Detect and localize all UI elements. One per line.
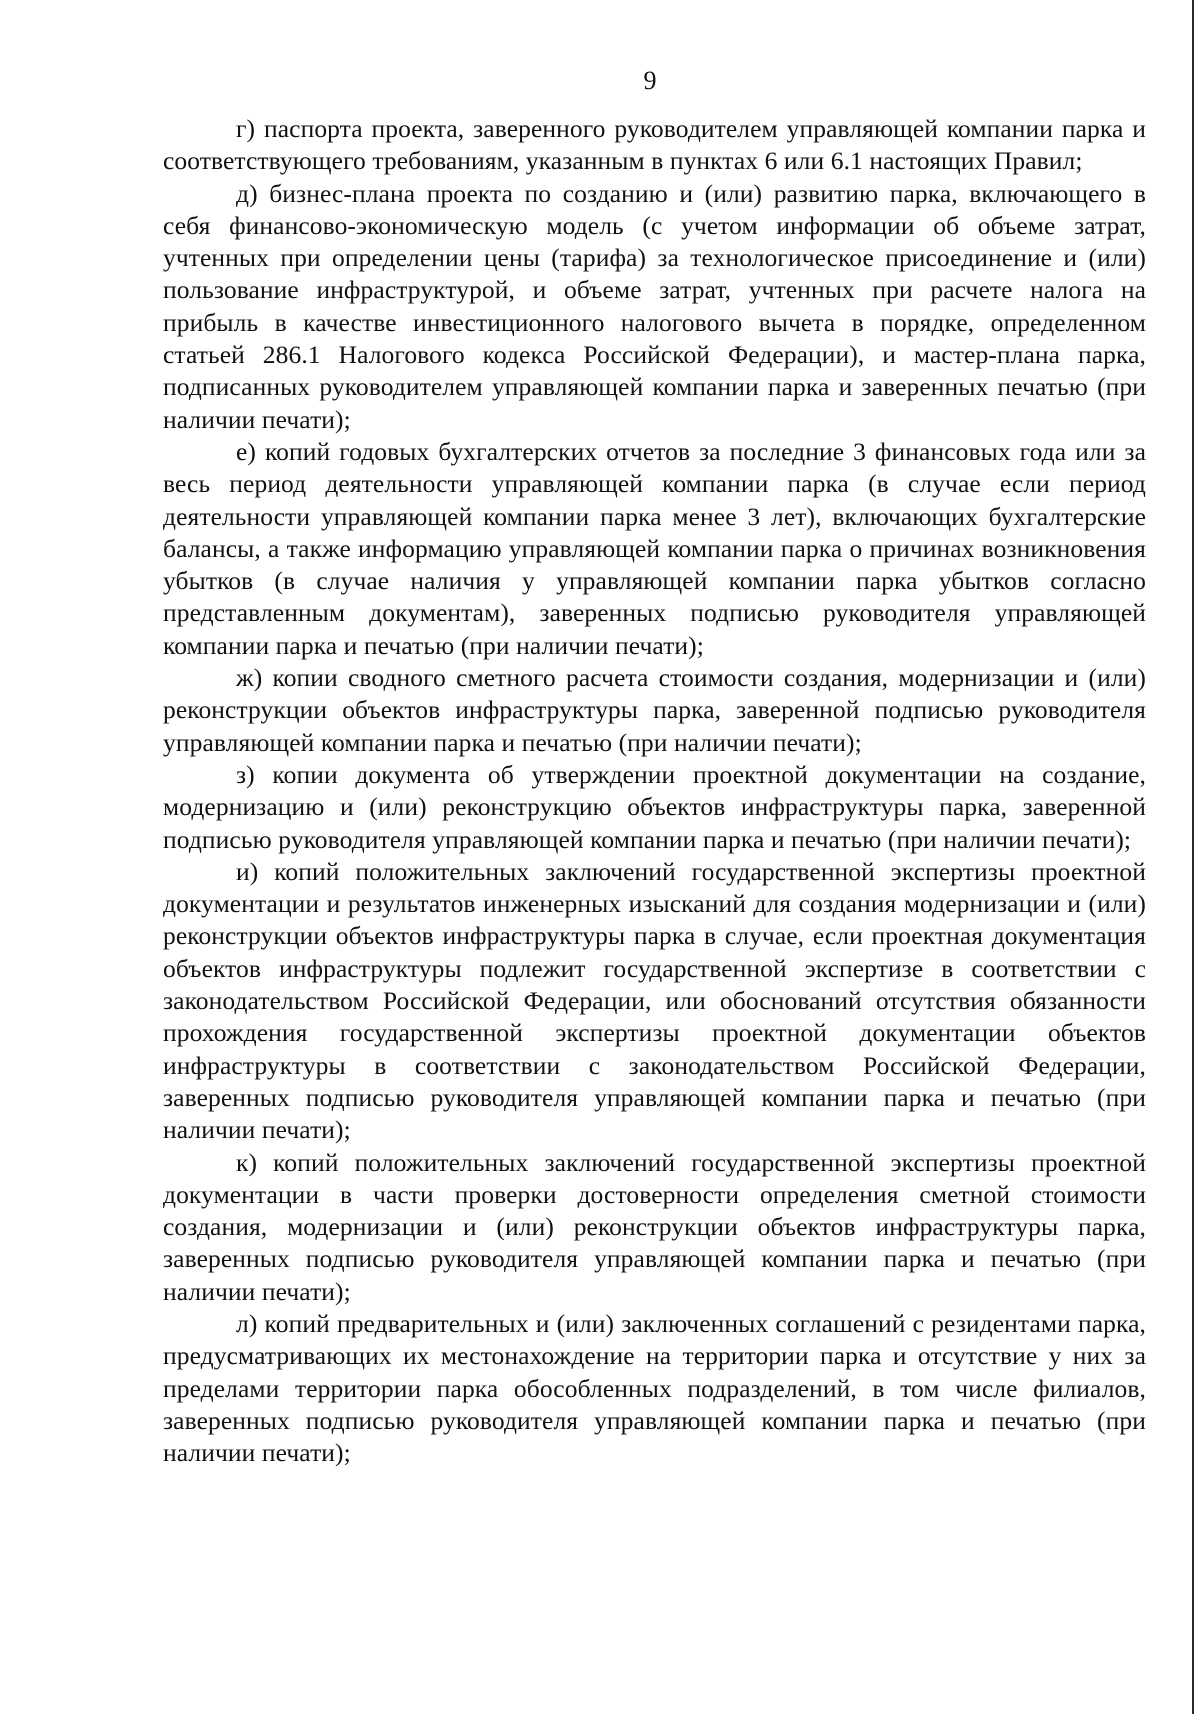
paragraph-k: к) копий положительных заключений государственной экспертизы проектной документации в части проверки достоверности определения сметной стоимости создания, модернизации и (или) реконструкции объектов инфраструктуры парка, заверенных подписью руководителя управляющей компании парка и печатью (при наличии печати);: [163, 1147, 1146, 1306]
paragraph-g: г) паспорта проекта, заверенного руководителем управляющей компании парка и соответствующего требованиям, указанным в пунктах 6 или 6.1 настоящих Правил;: [163, 114, 1146, 176]
paragraph-zh: ж) копии сводного сметного расчета стоимости создания, модернизации и (или) реконструкции объектов инфраструктуры парка, заверенной подписью руководителя управляющей компании парка и печатью (при наличии печати);: [163, 663, 1146, 757]
paragraph-i: и) копий положительных заключений государственной экспертизы проектной документации и результатов инженерных изысканий для создания модернизации и (или) реконструкции объектов инфраструктуры парка в случае, если проектная документация объектов инфраструктуры подлежит государственной экспертизе в соответствии с законодательством Российской Федерации, или обоснований отсутствия обязанности прохождения государственной экспертизы проектной документации объектов инфраструктуры в соответствии с законодательством Российской Федерации, заверенных подписью руководителя управляющей компании парка и печатью (при наличии печати);: [163, 856, 1146, 1145]
scan-edge-line: [1192, 0, 1194, 1714]
document-body: [163, 113, 1146, 1469]
paragraph-d: д) бизнес-плана проекта по созданию и (или) развитию парка, включающего в себя финансово-экономическую модель (с учетом информации об объеме затрат, учтенных при определении цены (тарифа) за технологическое присоединение и (или) пользование инфраструктурой, и объеме затрат, учтенных при расчете налога на прибыль в качестве инвестиционного налогового вычета в порядке, определенном статьей 286.1 Налогового кодекса Российской Федерации), и мастер-плана парка, подписанных руководителем управляющей компании парка и заверенных печатью (при наличии печати);: [163, 178, 1146, 434]
page-number: 9: [643, 66, 657, 95]
paragraph-l: л) копий предварительных и (или) заключенных соглашений с резидентами парка, предусматривающих их местонахождение на территории парка и отсутствие у них за пределами территории парка обособленных подразделений, в том числе филиалов, заверенных подписью руководителя управляющей компании парка и печатью (при наличии печати);: [163, 1308, 1146, 1468]
paragraph-z: з) копии документа об утверждении проектной документации на создание, модернизацию и (или) реконструкцию объектов инфраструктуры парка, заверенной подписью руководителя управляющей компании парка и печатью (при наличии печати);: [163, 759, 1146, 854]
paragraph-e: е) копий годовых бухгалтерских отчетов за последние 3 финансовых года или за весь период деятельности управляющей компании парка (в случае если период деятельности управляющей компании парка менее 3 лет), включающих бухгалтерские балансы, а также информацию управляющей компании парка о причинах возникновения убытков (в случае наличия у управляющей компании парка убытков согласно представленным документам), заверенных подписью руководителя управляющей компании парка и печатью (при наличии печати);: [163, 436, 1146, 660]
